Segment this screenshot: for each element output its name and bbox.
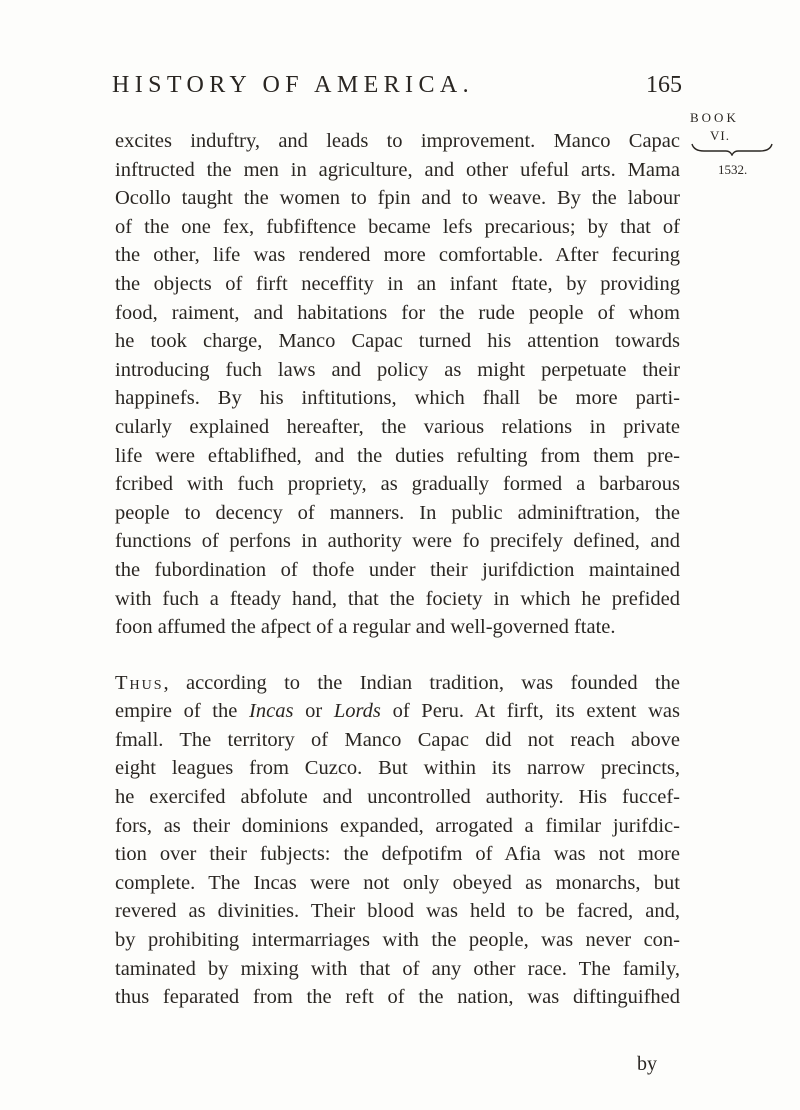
text-segment: , according to the Indian tradition, was founded the bbox=[163, 671, 680, 694]
text-line-first bbox=[115, 669, 680, 698]
text-line: foon affumed the afpect of a regular and well-governed ftate. bbox=[115, 616, 616, 639]
text-line: complete. The Incas were not only obeyed as monarchs, but bbox=[115, 871, 680, 894]
text-line: the objects of firft neceffity in an infant ftate, by providing bbox=[115, 272, 680, 295]
text-line: thus feparated from the reft of the nation, was diftinguifhed bbox=[115, 986, 680, 1009]
drop-word: Thus bbox=[115, 671, 164, 694]
catchword: by bbox=[637, 1053, 657, 1075]
text-line: he exercifed abfolute and uncontrolled authority. His fuccef- bbox=[115, 786, 680, 809]
text-line: the fubordination of thofe under their jurifdiction maintained bbox=[115, 558, 680, 581]
text-line: taminated by mixing with that of any other race. The family, bbox=[115, 957, 680, 980]
italic-term-incas: Incas bbox=[249, 700, 294, 723]
text-line: functions of perfons in authority were fo precifely defined, and bbox=[115, 530, 680, 553]
text-segment: or bbox=[293, 700, 334, 723]
brace-icon bbox=[690, 142, 774, 156]
text-line: eight leagues from Cuzco. But within its narrow precincts, bbox=[115, 757, 680, 780]
body-text bbox=[115, 127, 680, 1012]
text-line: he took charge, Manco Capac turned his attention towards bbox=[115, 330, 680, 353]
text-line: fmall. The territory of Manco Capac did not reach above bbox=[115, 728, 680, 751]
text-line: revered as divinities. Their blood was held to be facred, and, bbox=[115, 900, 680, 923]
text-line: introducing fuch laws and policy as might perpetuate their bbox=[115, 358, 680, 381]
text-line: Ocollo taught the women to fpin and to weave. By the labour bbox=[115, 187, 680, 210]
running-title: HISTORY OF AMERICA. bbox=[112, 72, 474, 98]
text-line: with fuch a fteady hand, that the fociety in which he prefided bbox=[115, 587, 680, 610]
text-segment: of Peru. At firft, its extent was bbox=[380, 700, 680, 723]
text-line: by prohibiting intermarriages with the people, was never con- bbox=[115, 929, 680, 952]
text-line: life were eftablifhed, and the duties refulting from them pre- bbox=[115, 444, 680, 467]
paragraph-gap bbox=[115, 642, 680, 669]
text-line: of the one fex, fubfiftence became lefs precarious; by that of bbox=[115, 215, 680, 238]
text-line: people to decency of manners. In public adminiftration, the bbox=[115, 501, 680, 524]
text-line: fcribed with fuch propriety, as gradually formed a barbarous bbox=[115, 473, 680, 496]
text-line: food, raiment, and habitations for the rude people of whom bbox=[115, 301, 680, 324]
italic-term-lords: Lords bbox=[333, 700, 381, 723]
running-head bbox=[112, 72, 682, 112]
text-line: inftructed the men in agriculture, and other ufeful arts. Mama bbox=[115, 158, 680, 181]
text-line: tion over their fubjects: the defpotifm of Afia was not more bbox=[115, 843, 680, 866]
text-segment: empire of the bbox=[115, 700, 250, 723]
book-number: VI. bbox=[710, 128, 730, 143]
text-line: cularly explained hereafter, the various relations in private bbox=[115, 415, 680, 438]
text-line bbox=[115, 697, 680, 726]
book-label: BOOK bbox=[690, 110, 739, 125]
text-line: happinefs. By his inftitutions, which fhall be more parti- bbox=[115, 387, 680, 410]
page-number: 165 bbox=[646, 72, 682, 98]
text-line: fors, as their dominions expanded, arrogated a fimilar jurifdic- bbox=[115, 814, 680, 837]
text-line: excites induftry, and leads to improvement. Manco Capac bbox=[115, 130, 680, 152]
year-note: 1532. bbox=[718, 162, 748, 177]
text-line: the other, life was rendered more comfortable. After fecuring bbox=[115, 244, 680, 267]
